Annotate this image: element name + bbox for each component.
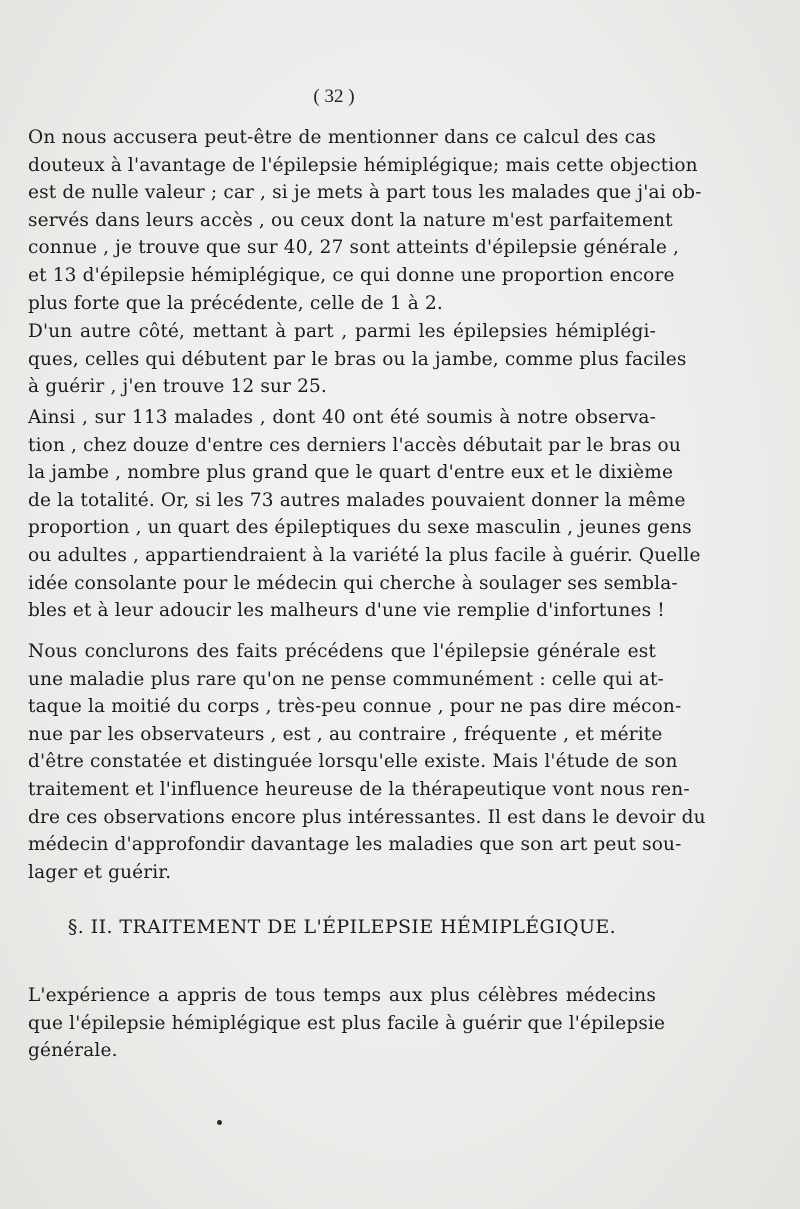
paragraph-3	[28, 404, 701, 625]
text-line: plus forte que la précédente, celle de 1 à 2.	[28, 292, 443, 314]
section-paragraph	[28, 982, 666, 1065]
text-line: de la totalité. Or, si les 73 autres malades pouvaient donner la même	[28, 489, 686, 511]
text-line: bles et à leur adoucir les malheurs d'une vie remplie d'infortunes !	[28, 600, 665, 622]
text-line: à guérir , j'en trouve 12 sur 25.	[28, 376, 327, 398]
paragraph-1	[28, 124, 702, 317]
text-line: d'être constatée et distinguée lorsqu'elle existe. Mais l'étude de son	[28, 751, 678, 773]
text-line: la jambe , nombre plus grand que le quart d'entre eux et le dixième	[28, 462, 674, 484]
page-number: ( 32 )	[313, 86, 355, 107]
text-line: est de nulle valeur ; car , si je mets à part tous les malades que j'ai ob-	[28, 182, 702, 204]
text-line: nue par les observateurs , est , au contraire , fréquente , et mérite	[28, 723, 663, 745]
text-line: médecin d'approfondir davantage les maladies que son art peut sou-	[28, 834, 682, 856]
text-line: Nous conclurons des faits précédens que l'épilepsie générale est	[28, 641, 656, 662]
section-heading: §. II. TRAITEMENT DE L'ÉPILEPSIE HÉMIPLÉGIQUE.	[67, 916, 617, 938]
ink-speck	[217, 1120, 222, 1125]
text-line: dre ces observations encore plus intéressantes. Il est dans le devoir du	[28, 806, 706, 828]
text-line: que l'épilepsie hémiplégique est plus facile à guérir que l'épilepsie	[28, 1012, 666, 1034]
text-line: une maladie plus rare qu'on ne pense communément : celle qui at-	[28, 668, 664, 690]
text-line: On nous accusera peut-être de mentionner dans ce calcul des cas	[28, 127, 656, 148]
text-line: tion , chez douze d'entre ces derniers l'accès débutait par le bras ou	[28, 434, 681, 456]
paragraph-2	[28, 318, 687, 401]
text-line: lager et guérir.	[28, 861, 172, 883]
text-line: et 13 d'épilepsie hémiplégique, ce qui donne une proportion encore	[28, 264, 675, 286]
text-line: servés dans leurs accès , ou ceux dont la nature m'est parfaitement	[28, 209, 673, 231]
text-line: L'expérience a appris de tous temps aux plus célèbres médecins	[28, 985, 656, 1006]
paragraph-4	[28, 638, 706, 886]
text-line: idée consolante pour le médecin qui cherche à soulager ses sembla-	[28, 572, 678, 594]
text-line: ques, celles qui débutent par le bras ou la jambe, comme plus faciles	[28, 348, 687, 370]
text-line: proportion , un quart des épileptiques du sexe masculin , jeunes gens	[28, 517, 692, 539]
text-line: connue , je trouve que sur 40, 27 sont atteints d'épilepsie générale ,	[28, 237, 680, 259]
text-line: Ainsi , sur 113 malades , dont 40 ont été soumis à notre observa-	[28, 407, 656, 428]
text-line: D'un autre côté, mettant à part , parmi les épilepsies hémiplégi-	[28, 321, 656, 342]
text-line: traitement et l'influence heureuse de la thérapeutique vont nous ren-	[28, 778, 690, 800]
text-line: taque la moitié du corps , très-peu connue , pour ne pas dire mécon-	[28, 696, 682, 718]
text-line: générale.	[28, 1040, 118, 1062]
text-line: douteux à l'avantage de l'épilepsie hémiplégique; mais cette objection	[28, 154, 698, 176]
text-line: ou adultes , appartiendraient à la variété la plus facile à guérir. Quelle	[28, 544, 701, 566]
